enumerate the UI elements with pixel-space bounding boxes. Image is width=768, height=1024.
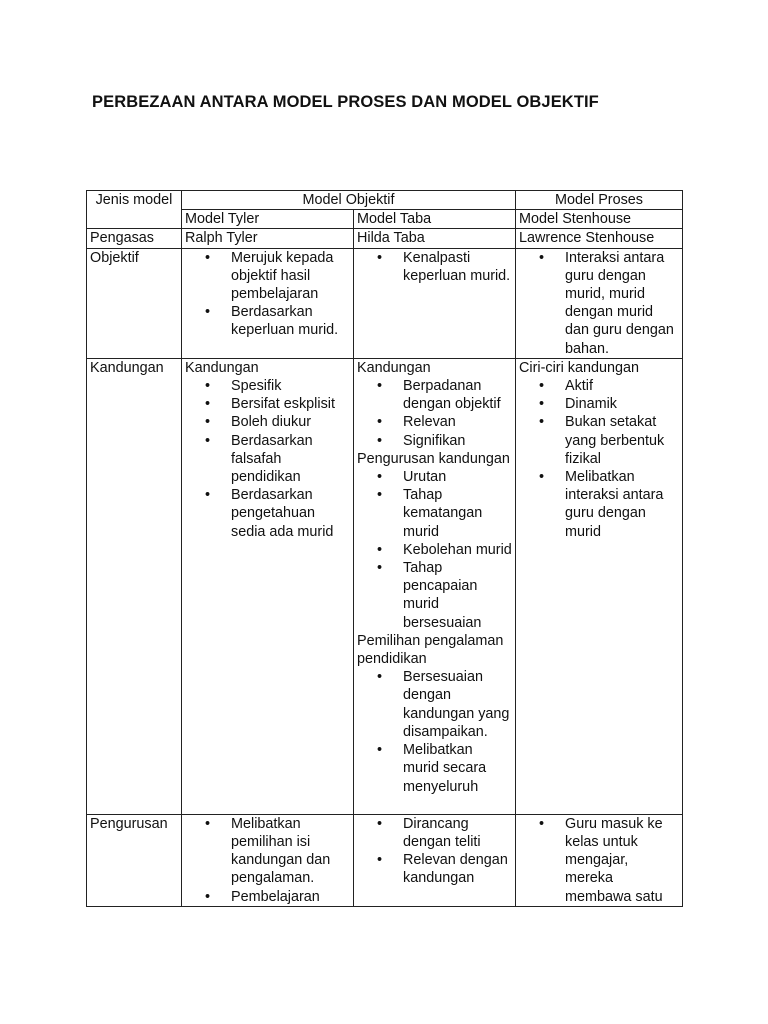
list-item: • Berpadanan dengan objektif [357, 377, 512, 413]
header-model-taba: Model Taba [354, 210, 516, 229]
list-item: • Berdasarkan keperluan murid. [185, 303, 350, 339]
comparison-table [86, 190, 683, 907]
row-pengurusan [87, 814, 683, 906]
cell-pengasas-tyler: Ralph Tyler [182, 229, 354, 248]
list-item: • Urutan [357, 468, 512, 486]
list-item: • Kenalpasti keperluan murid. [357, 249, 512, 285]
list-item: • Kebolehan murid [357, 541, 512, 559]
cell-pengurusan-stenhouse [516, 814, 683, 906]
list-item: • Melibatkan pemilihan isi kandungan dan pengalaman. [185, 815, 350, 888]
row-label-pengasas: Pengasas [87, 229, 182, 248]
cell-kandungan-tyler [182, 358, 354, 814]
row-label-objektif: Objektif [87, 248, 182, 358]
list-item: • Tahap pencapaian murid bersesuaian [357, 559, 512, 632]
list-item: • Interaksi antara guru dengan murid, murid dengan murid dan guru dengan bahan. [519, 249, 679, 358]
list-item: • Signifikan [357, 432, 512, 450]
bullet-list [357, 377, 512, 450]
cell-pengurusan-taba [354, 814, 516, 906]
list-item: • Spesifik [185, 377, 350, 395]
row-pengasas [87, 229, 683, 248]
bullet-list [519, 249, 679, 358]
subheading: Pengurusan kandungan [357, 450, 510, 467]
header-row [87, 191, 683, 210]
list-item: • Bersesuaian dengan kandungan yang disampaikan. [357, 668, 512, 741]
list-item: • Relevan dengan kandungan [357, 851, 512, 887]
row-objektif [87, 248, 683, 358]
list-item: • Merujuk kepada objektif hasil pembelajaran [185, 249, 350, 304]
bullet-list [185, 249, 350, 340]
cell-kandungan-stenhouse [516, 358, 683, 814]
bullet-list [357, 815, 512, 888]
cell-kandungan-taba [354, 358, 516, 814]
list-item: • Melibatkan interaksi antara guru dengan murid [519, 468, 679, 541]
cell-objektif-taba [354, 248, 516, 358]
cell-pengasas-taba: Hilda Taba [354, 229, 516, 248]
row-label-pengurusan: Pengurusan [87, 814, 182, 906]
bullet-list [357, 249, 512, 285]
bullet-list [519, 377, 679, 541]
subheading: Kandungan [357, 359, 431, 376]
list-item: • Aktif [519, 377, 679, 395]
cell-pengurusan-tyler [182, 814, 354, 906]
list-item: • Boleh diukur [185, 413, 350, 431]
bullet-list [185, 815, 350, 906]
row-label-kandungan: Kandungan [87, 358, 182, 814]
list-item: • Berdasarkan falsafah pendidikan [185, 432, 350, 487]
list-item: • Guru masuk ke kelas untuk mengajar, mereka membawa satu [519, 815, 679, 906]
bullet-list [185, 377, 350, 541]
list-item: • Dirancang dengan teliti [357, 815, 512, 851]
header-jenis-model: Jenis model [87, 191, 182, 229]
subheading: Ciri-ciri kandungan [519, 359, 639, 376]
list-item: • Bukan setakat yang berbentuk fizikal [519, 413, 679, 468]
cell-objektif-tyler [182, 248, 354, 358]
list-item: • Pembelajaran [185, 888, 350, 906]
list-item: • Melibatkan murid secara menyeluruh [357, 741, 512, 796]
bullet-list [357, 468, 512, 632]
row-kandungan [87, 358, 683, 814]
cell-pengasas-stenhouse: Lawrence Stenhouse [516, 229, 683, 248]
cell-objektif-stenhouse [516, 248, 683, 358]
bullet-list [357, 668, 512, 795]
subheading: Kandungan [185, 359, 259, 376]
bullet-list [519, 815, 679, 906]
list-item: • Relevan [357, 413, 512, 431]
list-item: • Dinamik [519, 395, 679, 413]
list-item: • Bersifat eskplisit [185, 395, 350, 413]
list-item: • Tahap kematangan murid [357, 486, 512, 541]
subheading: Pemilihan pengalaman pendidikan [357, 632, 504, 668]
header-model-stenhouse: Model Stenhouse [516, 210, 683, 229]
list-item: • Berdasarkan pengetahuan sedia ada murid [185, 486, 350, 541]
page-title: PERBEZAAN ANTARA MODEL PROSES DAN MODEL OBJEKTIF [92, 93, 599, 111]
header-model-proses: Model Proses [516, 191, 683, 210]
header-model-objektif: Model Objektif [182, 191, 516, 210]
header-model-tyler: Model Tyler [182, 210, 354, 229]
